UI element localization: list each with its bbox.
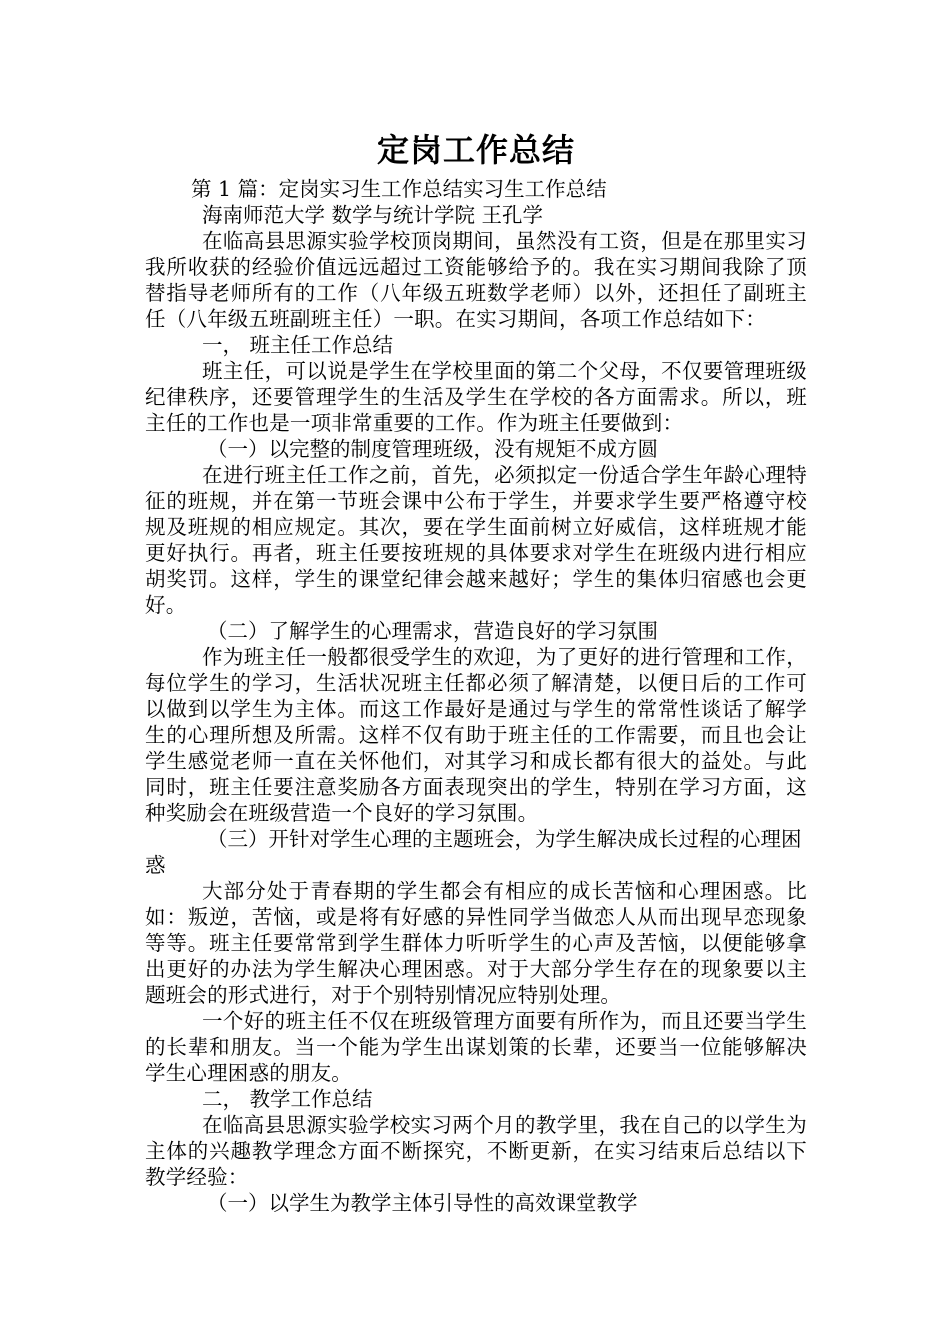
section-1-sub-1-body: 在进行班主任工作之前，首先，必须拟定一份适合学生年龄心理特征的班规，并在第一节班会课中公布于学生，并要求学生要严格遵守校规及班规的相应规定。其次，要在学生面前树立好威信，这样班规才能更好执行。再者，班主任要按班规的具体要求对学生在班级内进行相应胡奖罚。这样，学生的课堂纪律会越来越好；学生的集体归宿感也会更好。 [145,463,807,617]
document-title: 定岗工作总结 [376,131,575,169]
section-1-sub-2-heading: （二）了解学生的心理需求，营造良好的学习氛围 [207,619,658,643]
section-1-heading: 一， 班主任工作总结 [202,333,394,357]
section-2-sub-1-heading: （一）以学生为教学主体引导性的高效课堂教学 [207,1191,638,1215]
section-1-closing: 一个好的班主任不仅在班级管理方面要有所作为，而且还要当学生的长辈和朋友。当一个能为学生出谋划策的长辈，还要当一位能够解决学生心理困惑的朋友。 [145,1009,807,1085]
document-subtitle: 第 1 篇：定岗实习生工作总结实习生工作总结 [191,177,607,201]
section-1-sub-2-body: 作为班主任一般都很受学生的欢迎，为了更好的进行管理和工作，每位学生的学习，生活状况班主任都必须了解清楚，以便日后的工作可以做到以学生为主体。而这工作最好是通过与学生的常常性谈话了解学生的心理所想及所需。这样不仅有助于班主任的工作需要，而且也会让学生感觉老师一直在关怀他们，对其学习和成长都有很大的益处。与此同时，班主任要注意奖励各方面表现突出的学生，特别在学习方面，这种奖励会在班级营造一个良好的学习氛围。 [145,645,807,825]
section-2-heading: 二， 教学工作总结 [202,1087,373,1111]
section-1-intro: 班主任，可以说是学生在学校里面的第二个父母，不仅要管理班级纪律秩序，还要管理学生的生活及学生在学校的各方面需求。所以，班主任的工作也是一项非常重要的工作。作为班主任要做到： [145,359,807,435]
section-1-sub-1-heading: （一）以完整的制度管理班级，没有规矩不成方圆 [207,437,658,461]
document-page [145,128,807,1216]
section-1-sub-3-heading: （三）开针对学生心理的主题班会，为学生解决成长过程的心理困惑 [145,827,802,877]
intro-paragraph: 在临高县思源实验学校顶岗期间，虽然没有工资，但是在那里实习我所收获的经验价值远远超过工资能够给予的。我在实习期间我除了顶替指导老师所有的工作（八年级五班数学老师）以外，还担任了副班主任（八年级五班副班主任）一职。在实习期间，各项工作总结如下： [145,229,807,331]
author-line: 海南师范大学 数学与统计学院 王孔学 [202,203,544,227]
section-1-sub-3-body: 大部分处于青春期的学生都会有相应的成长苦恼和心理困惑。比如：叛逆，苦恼，或是将有好感的异性同学当做恋人从而出现早恋现象等等。班主任要常常到学生群体力听听学生的心声及苦恼，以便能够拿出更好的办法为学生解决心理困惑。对于大部分学生存在的现象要以主题班会的形式进行，对于个别特别情况应特别处理。 [145,879,807,1007]
section-2-intro: 在临高县思源实验学校实习两个月的教学里，我在自己的以学生为主体的兴趣教学理念方面不断探究，不断更新，在实习结束后总结以下教学经验： [145,1113,807,1189]
